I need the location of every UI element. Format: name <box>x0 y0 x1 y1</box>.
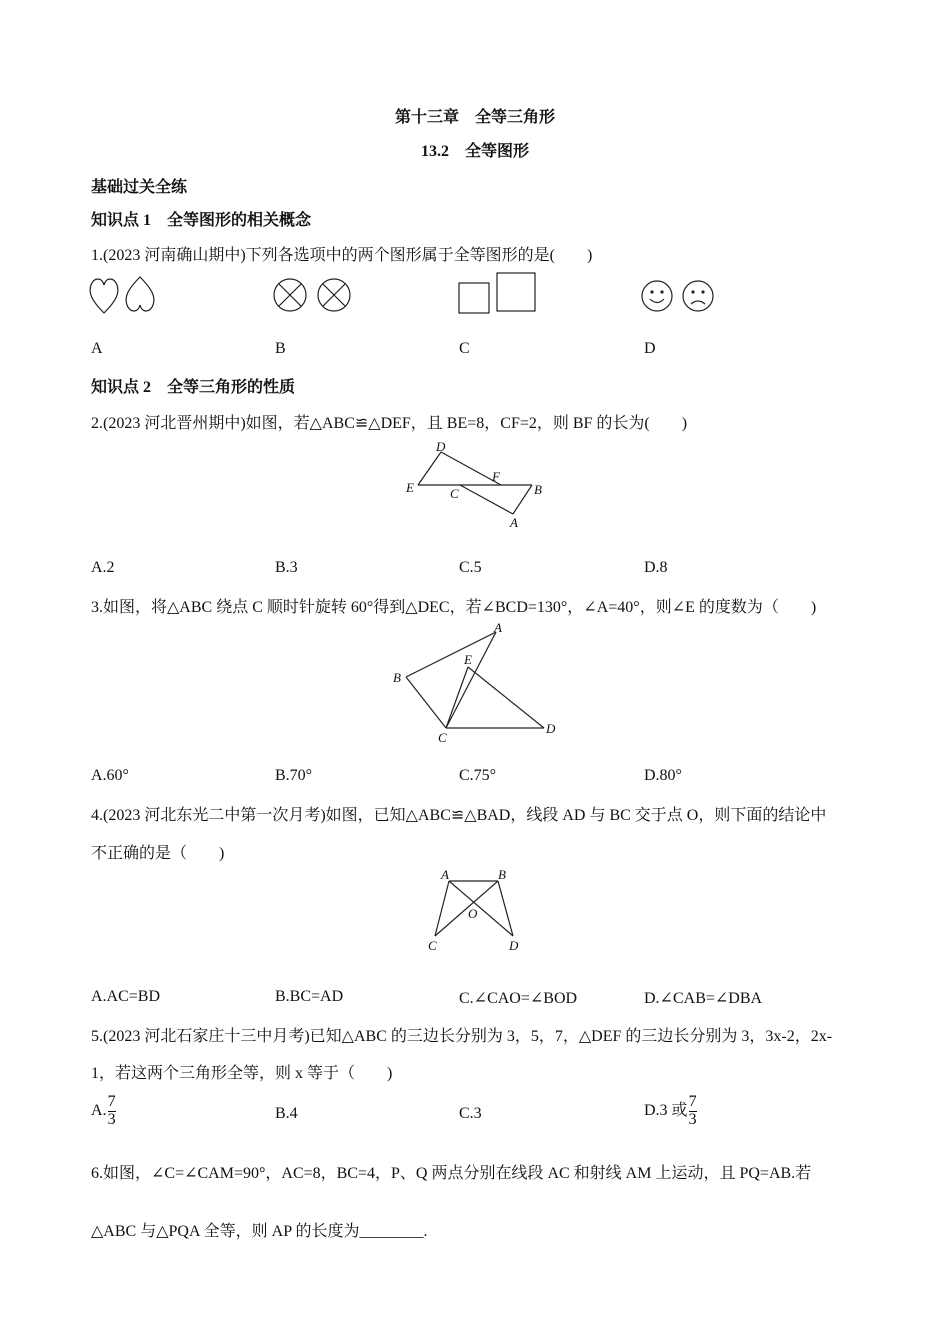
section-subtitle: 13.2 全等图形 <box>420 143 529 160</box>
q3-option-b: B.70° <box>275 767 313 784</box>
q4-label-a: A <box>441 867 449 882</box>
knowledge-point-2: 知识点 2 全等三角形的性质 <box>91 379 296 396</box>
q2-label-b: B <box>534 482 542 497</box>
question-5-stem-line1: 5.(2023 河北石家庄十三中月考)已知△ABC 的三边长分别为 3，5，7，△DEF 的三边长分别为 3，3x-2，2x- <box>91 1028 833 1045</box>
question-4-stem-line2: 不正确的是（ ) <box>91 845 225 862</box>
squares-icon <box>458 272 538 316</box>
q3-option-d: D.80° <box>644 767 682 784</box>
q1-option-b: B <box>275 340 286 357</box>
q5-option-b: B.4 <box>275 1105 298 1122</box>
q5-option-a <box>91 1094 116 1129</box>
q2-option-c: C.5 <box>459 559 482 576</box>
question-4-stem-line1: 4.(2023 河北东光二中第一次月考)如图，已知△ABC≌△BAD，线段 AD 与 BC 交于点 O，则下面的结论中 <box>91 807 827 824</box>
q4-option-c: C.∠CAO=∠BOD <box>459 990 578 1007</box>
q4-figure <box>420 866 530 958</box>
q3-option-c: C.75° <box>459 767 497 784</box>
q5-option-c: C.3 <box>459 1105 482 1122</box>
q5-option-d-prefix: D.3 或 <box>644 1101 688 1119</box>
q3-label-b: B <box>393 670 401 685</box>
knowledge-point-1: 知识点 1 全等图形的相关概念 <box>91 212 312 229</box>
q2-label-d: D <box>436 439 446 454</box>
q3-label-c: C <box>438 730 447 745</box>
q4-option-d: D.∠CAB=∠DBA <box>644 990 763 1007</box>
q4-label-d: D <box>509 938 519 953</box>
practice-heading: 基础过关全练 <box>91 179 188 196</box>
q4-label-b: B <box>498 867 506 882</box>
q2-figure <box>400 438 560 530</box>
q5-option-a-numerator: 7 <box>107 1093 116 1110</box>
q3-label-d: D <box>546 721 556 736</box>
q2-label-e: E <box>406 480 414 495</box>
question-5-stem-line2: 1，若这两个三角形全等，则 x 等于（ ) <box>91 1065 393 1082</box>
q2-label-c: C <box>450 486 459 501</box>
q5-option-d-denominator: 3 <box>688 1110 697 1128</box>
q2-option-a: A.2 <box>91 559 115 576</box>
q5-option-d-numerator: 7 <box>688 1093 697 1110</box>
question-1-stem: 1.(2023 河南确山期中)下列各选项中的两个图形属于全等图形的是( ) <box>91 247 593 264</box>
q5-option-a-fraction <box>108 1094 116 1129</box>
q2-label-f: F <box>492 469 500 484</box>
q4-label-o: O <box>468 906 478 921</box>
smiley-faces-icon <box>640 279 718 315</box>
q2-label-a: A <box>510 515 518 530</box>
q5-option-a-denominator: 3 <box>107 1110 116 1128</box>
q2-option-d: D.8 <box>644 559 668 576</box>
question-3-stem: 3.如图，将△ABC 绕点 C 顺时针旋转 60°得到△DEC，若∠BCD=130°，∠A=40°，则∠E 的度数为（ ) <box>91 599 817 616</box>
q3-option-a: A.60° <box>91 767 129 784</box>
chapter-title: 第十三章 全等三角形 <box>394 109 555 126</box>
question-6-stem-line2: △ABC 与△PQA 全等，则 AP 的长度为________. <box>91 1223 428 1240</box>
crossed-circles-icon <box>272 277 354 315</box>
question-2-stem: 2.(2023 河北晋州期中)如图，若△ABC≌△DEF，且 BE=8，CF=2，则 BF 的长为( ) <box>91 415 688 432</box>
q5-option-a-prefix: A. <box>91 1101 107 1119</box>
q3-figure <box>390 620 570 746</box>
q4-label-c: C <box>428 938 437 953</box>
q2-option-b: B.3 <box>275 559 298 576</box>
question-6-stem-line1: 6.如图，∠C=∠CAM=90°，AC=8，BC=4，P、Q 两点分别在线段 AC 和射线 AM 上运动，且 PQ=AB.若 <box>91 1165 812 1182</box>
q5-option-d <box>644 1094 697 1129</box>
q5-option-d-fraction <box>689 1094 697 1129</box>
q1-option-d: D <box>644 340 656 357</box>
q3-label-a: A <box>494 620 502 635</box>
q4-option-a: A.AC=BD <box>91 988 161 1005</box>
q4-option-b: B.BC=AD <box>275 988 344 1005</box>
q1-option-a: A <box>91 340 103 357</box>
q3-label-e: E <box>464 652 472 667</box>
q1-option-c: C <box>459 340 470 357</box>
heart-shapes-icon <box>88 275 160 317</box>
